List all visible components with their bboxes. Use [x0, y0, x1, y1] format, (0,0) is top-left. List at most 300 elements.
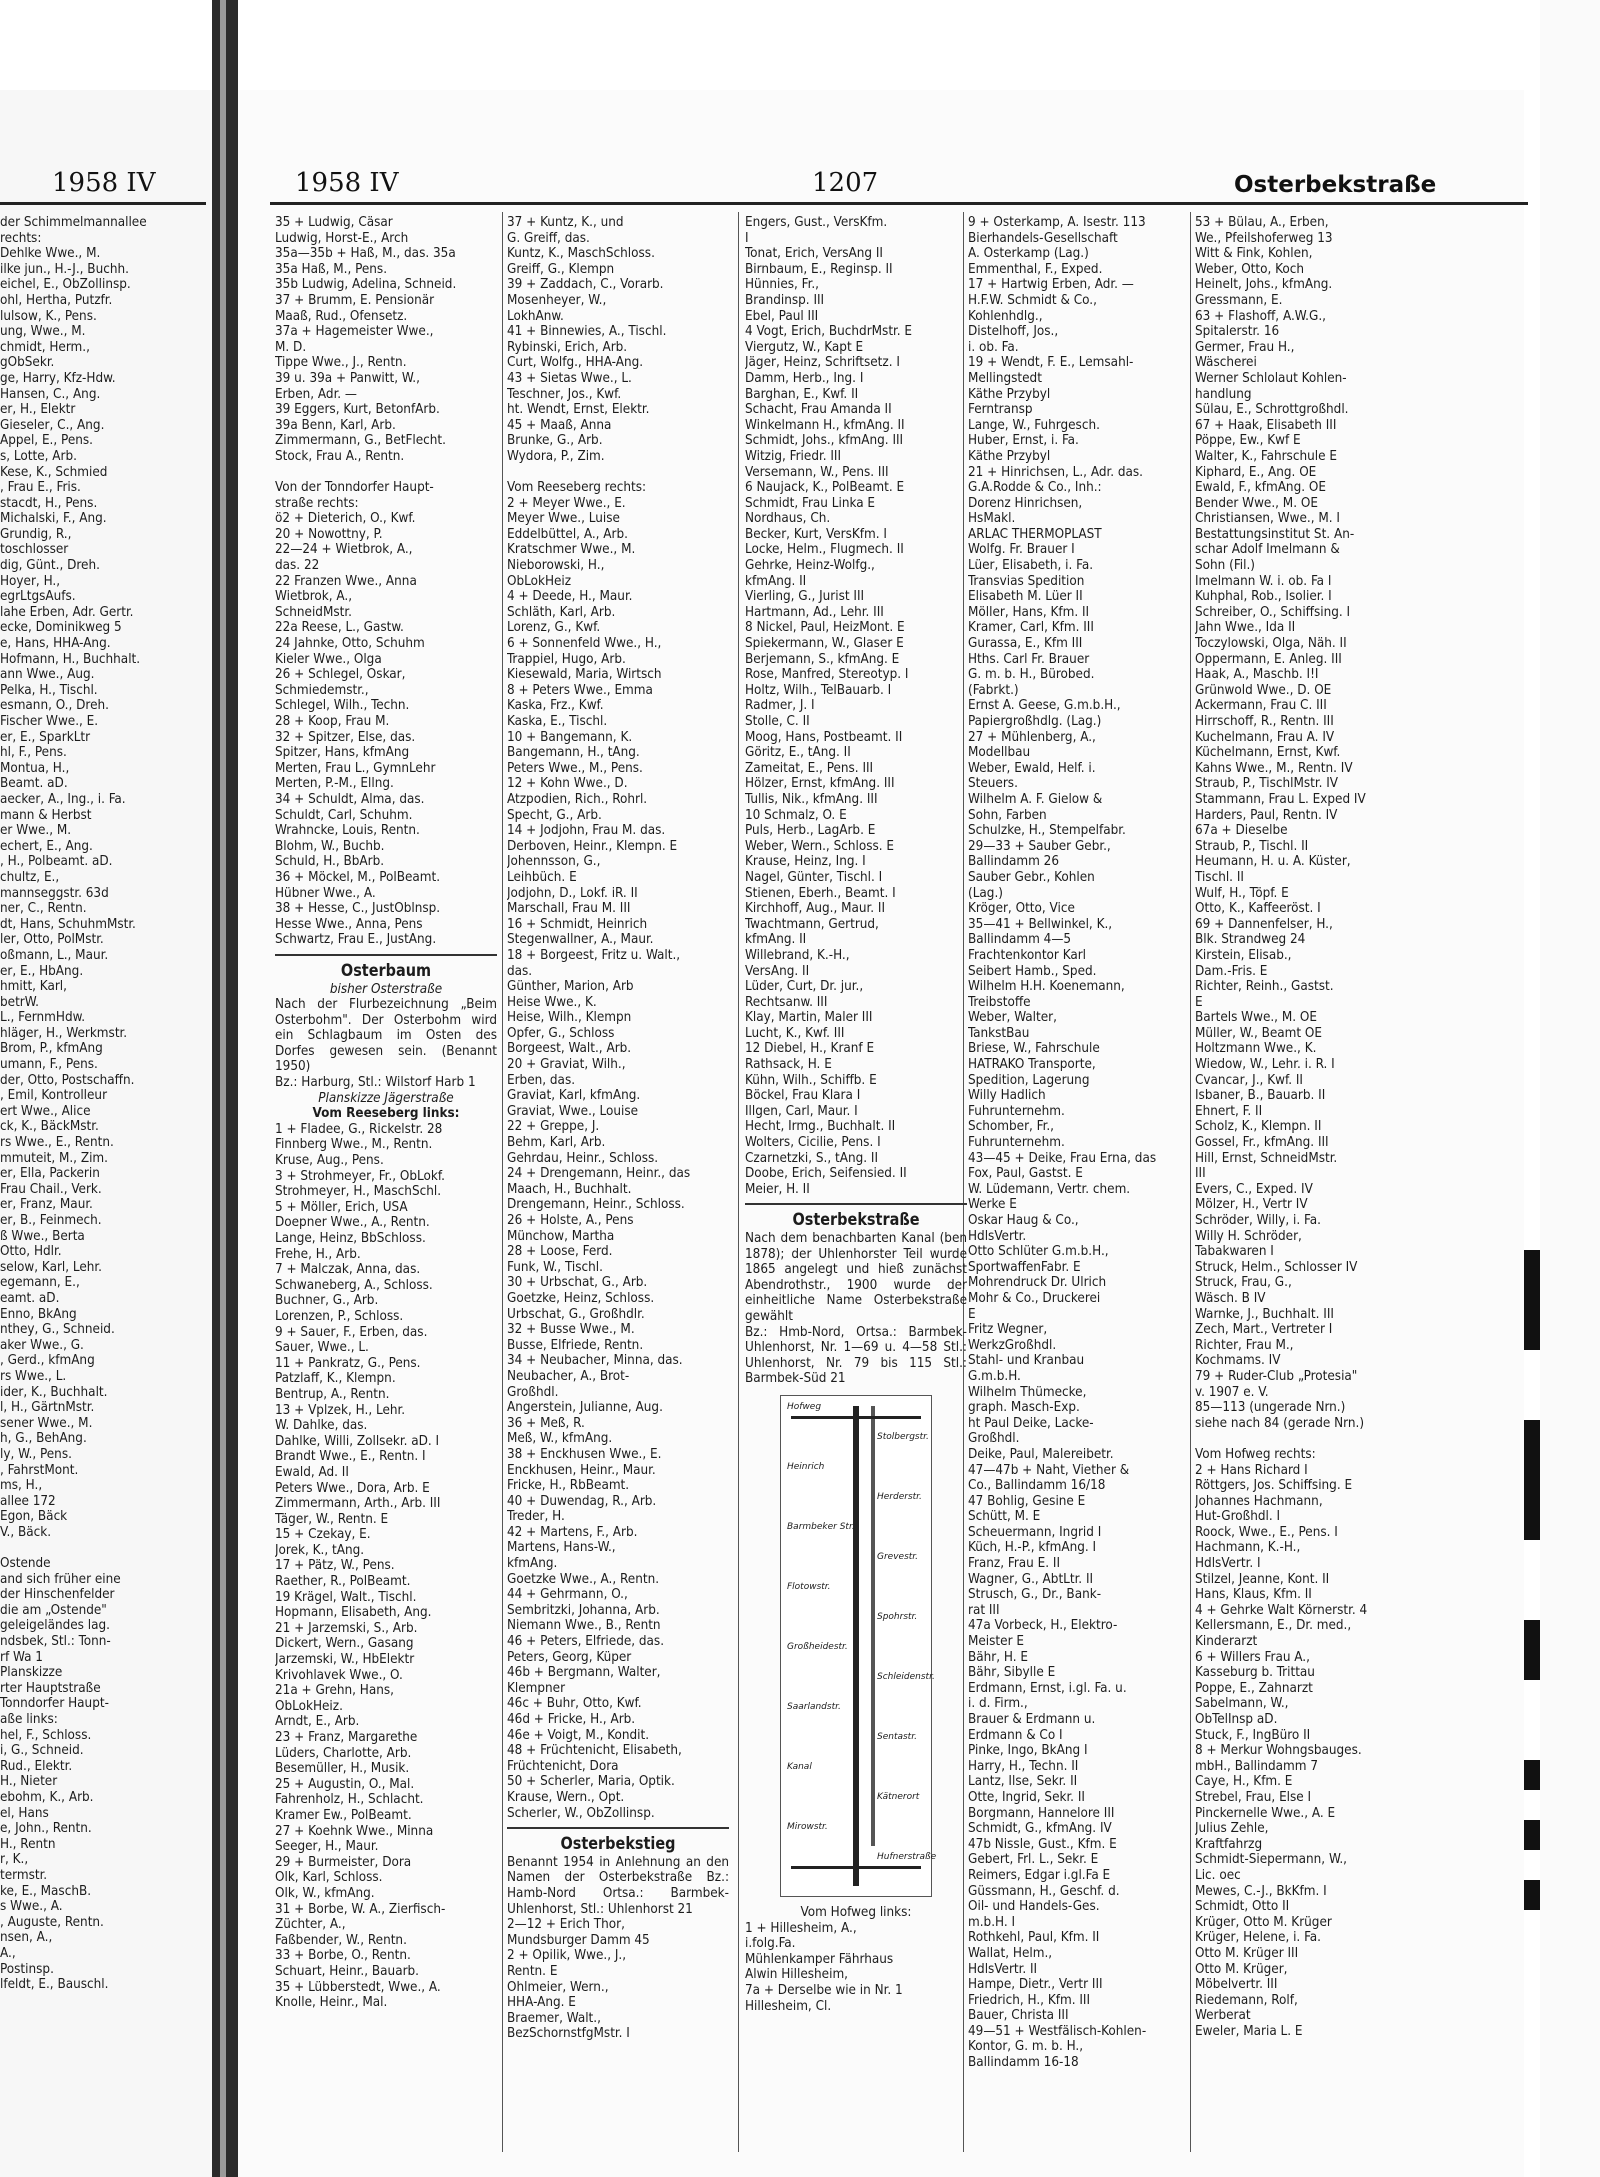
directory-entry: Kontor, G. m. b. H.,: [968, 2039, 1084, 2055]
directory-entry: mbH., Ballindamm 7: [1195, 1758, 1319, 1774]
street-sketch-map: [780, 1395, 937, 1897]
directory-entry: 19 Krägel, Walt., Tischl.: [275, 1589, 417, 1605]
directory-entry: E: [1195, 994, 1203, 1010]
directory-entry: 39 + Zaddach, C., Vorarb.: [507, 277, 664, 293]
directory-entry: , Frau E., Fris.: [0, 480, 81, 496]
directory-entry: Isbaner, B., Bauarb. II: [1195, 1088, 1326, 1104]
directory-entry: Spedition, Lagerung: [968, 1072, 1090, 1088]
directory-entry: 9 + Sauer, F., Erben, das.: [275, 1324, 428, 1340]
directory-entry: 4 + Deede, H., Maur.: [507, 589, 633, 605]
map-street-label: Herderstr.: [877, 1491, 922, 1502]
directory-entry: Otte, Ingrid, Sekr. II: [968, 1789, 1085, 1805]
directory-entry: Kinderarzt: [1195, 1634, 1258, 1650]
directory-entry: Ballindamm 4—5: [968, 932, 1072, 948]
directory-entry: ly, W., Pens.: [0, 1446, 72, 1462]
directory-entry: oßmann, L., Maur.: [0, 947, 109, 963]
section-rule: [745, 1203, 967, 1205]
directory-entry: Dorenz Hinrichsen,: [968, 495, 1083, 511]
directory-entry: Kiphard, E., Ang. OE: [1195, 464, 1317, 480]
directory-entry: Dahlke, Willi, Zollsekr. aD. I: [275, 1433, 440, 1449]
directory-entry: Johennsson, G.,: [507, 854, 601, 870]
gutter-highlight: [220, 0, 226, 2177]
directory-entry: 36 + Meß, R.: [507, 1415, 585, 1431]
directory-entry: M. D.: [275, 339, 307, 355]
directory-entry: Heumann, H. u. A. Küster,: [1195, 854, 1351, 870]
directory-entry: 26 + Schlegel, Oskar,: [275, 667, 406, 683]
directory-entry: Zimmermann, G., BetFlecht.: [275, 433, 446, 449]
directory-entry: Röttgers, Jos. Schiffsing. E: [1195, 1478, 1353, 1494]
directory-entry: dt, Hans, SchuhmMstr.: [0, 916, 136, 932]
directory-entry: Willebrand, K.-H.,: [745, 947, 850, 963]
directory-entry: Puls, Herb., LagArb. E: [745, 823, 876, 839]
directory-entry: Strebel, Frau, Else I: [1195, 1789, 1312, 1805]
directory-entry: Rybinski, Erich, Arb.: [507, 339, 628, 355]
directory-entry: e, Hans, HHA-Ang.: [0, 636, 111, 652]
directory-entry: SchneidMstr.: [275, 604, 352, 620]
map-street-label: Saarlandstr.: [787, 1701, 841, 1712]
directory-entry: 46e + Voigt, M., Kondit.: [507, 1727, 650, 1743]
directory-entry: L., FernmHdw.: [0, 1010, 86, 1026]
directory-entry: 48 + Früchtenicht, Elisabeth,: [507, 1743, 682, 1759]
directory-entry: Otto Schlüter G.m.b.H.,: [968, 1244, 1109, 1260]
directory-entry: Dickert, Wern., Gasang: [275, 1636, 414, 1652]
directory-entry: 45 + Maaß, Anna: [507, 417, 612, 433]
directory-entry: Lange, Heinz, BbSchloss.: [275, 1231, 426, 1246]
section-rule: [275, 954, 497, 956]
left-page-year: 1958 IV: [52, 168, 156, 198]
directory-entry: Werner Schlolaut Kohlen-: [1195, 370, 1347, 386]
directory-entry: 17 + Pätz, W., Pens.: [275, 1558, 395, 1574]
directory-entry: ler, Otto, PolMstr.: [0, 932, 104, 948]
directory-entry: Fricke, H., RbBeamt.: [507, 1478, 630, 1494]
directory-entry: Stuck, F., IngBüro II: [1195, 1727, 1311, 1743]
thumb-index-mark: [1524, 1880, 1540, 1910]
directory-entry: 11 + Pankratz, G., Pens.: [275, 1355, 421, 1371]
directory-entry: 39 Eggers, Kurt, BetonfArb.: [275, 402, 440, 418]
directory-entry: Schmidt, G., kfmAng. IV: [968, 1821, 1112, 1837]
directory-entry: 14 + Jodjohn, Frau M. das.: [507, 823, 666, 839]
directory-entry: Strusch, G., Dr., Bank-: [968, 1587, 1102, 1603]
directory-entry: Kohlenhdlg.,: [968, 308, 1043, 324]
directory-entry: 13 + Vplzek, H., Lehr.: [275, 1402, 406, 1418]
directory-entry: Hirrschoff, R., Rentn. III: [1195, 714, 1334, 729]
directory-entry: 42 + Martens, F., Arb.: [507, 1524, 638, 1540]
directory-entry: 26 + Holste, A., Pens: [507, 1213, 634, 1228]
directory-entry: , Emil, Kontrolleur: [0, 1088, 108, 1104]
directory-entry: Wrahncke, Louis, Rentn.: [275, 823, 420, 839]
section-direction: Vom Reeseberg links:: [312, 1106, 460, 1122]
directory-entry: Spitzer, Hans, kfmAng: [275, 745, 410, 761]
directory-entry: Curt, Wolfg., HHA-Ang.: [507, 355, 644, 371]
directory-entry: Richter, Reinh., Gastst.: [1195, 979, 1334, 995]
directory-entry: 50 + Scherler, Maria, Optik.: [507, 1774, 675, 1790]
directory-entry: ß Wwe., Berta: [0, 1228, 85, 1244]
directory-entry: Hans, Klaus, Kfm. II: [1195, 1587, 1312, 1603]
section-title: Osterbekstieg: [560, 1834, 676, 1855]
directory-entry: Münchow, Martha: [507, 1228, 615, 1244]
directory-entry: Grünwold Wwe., D. OE: [1195, 682, 1332, 698]
directory-entry: Transvias Spedition: [968, 573, 1085, 589]
directory-entry: Mellingstedt: [968, 370, 1042, 386]
directory-entry: Stolle, C. II: [745, 714, 810, 729]
directory-entry: Poppe, E., Zahnarzt: [1195, 1680, 1313, 1696]
directory-entry: Goetzke, Heinz, Schloss.: [507, 1290, 655, 1306]
directory-entry: er, Ella, Packerin: [0, 1166, 100, 1182]
directory-entry: Kochmams. IV: [1195, 1353, 1281, 1369]
directory-entry: Weber, Ewald, Helf. i.: [968, 760, 1096, 776]
directory-entry: Viergutz, W., Kapt E: [745, 339, 864, 355]
directory-entry: 32 + Spitzer, Else, das.: [275, 729, 416, 745]
directory-entry: der, Otto, Postschaffn.: [0, 1072, 135, 1088]
directory-entry: 2—12 + Erich Thor,: [507, 1917, 625, 1933]
directory-entry: 8 + Peters Wwe., Emma: [507, 682, 653, 698]
directory-entry: Enno, BkAng: [0, 1306, 77, 1322]
directory-entry: Sohn, Farben: [968, 807, 1047, 823]
directory-entry: 46c + Buhr, Otto, Kwf.: [507, 1696, 642, 1712]
directory-entry: 24 Jahnke, Otto, Schuhm: [275, 636, 425, 652]
directory-entry: [0, 1540, 208, 1556]
directory-column-2: [507, 215, 729, 2155]
directory-entry: Krause, Heinz, Ing. I: [745, 854, 866, 870]
directory-entry: 79 + Ruder-Club „Protesia": [1195, 1368, 1358, 1384]
directory-entry: Günther, Marion, Arb: [507, 979, 634, 995]
directory-entry: Steuers.: [968, 776, 1018, 792]
directory-entry: Heise, Wilh., Klempn: [507, 1010, 632, 1026]
directory-entry: Lic. oec: [1195, 1867, 1241, 1883]
directory-entry: Schomber, Fr.,: [968, 1119, 1055, 1135]
directory-entry: Opfer, G., Schloss: [507, 1025, 615, 1041]
directory-entry: Merten, Frau L., GymnLehr: [275, 760, 436, 776]
directory-entry: Pinke, Ingo, BkAng I: [968, 1743, 1088, 1759]
directory-entry: Lüders, Charlotte, Arb.: [275, 1745, 412, 1761]
directory-entry: Rud., Elektr.: [0, 1758, 73, 1774]
directory-entry: Frau Chail., Verk.: [0, 1181, 102, 1197]
directory-entry: Hünnies, Fr.,: [745, 277, 819, 293]
directory-entry: ke, E., MaschB.: [0, 1883, 92, 1899]
directory-entry: Seibert Hamb., Sped.: [968, 963, 1097, 979]
directory-entry: Wallat, Helm.,: [968, 1945, 1053, 1961]
directory-entry: egemann, E.,: [0, 1275, 80, 1291]
directory-entry: ilke jun., H.-J., Buchh.: [0, 261, 129, 277]
directory-entry: Finnberg Wwe., M., Rentn.: [275, 1137, 433, 1153]
directory-entry: Caye, H., Kfm. E: [1195, 1774, 1293, 1790]
directory-entry: Jahn Wwe., Ida II: [1195, 620, 1296, 636]
directory-entry: nthey, G., Schneid.: [0, 1322, 115, 1338]
directory-entry: 27 + Mühlenberg, A.,: [968, 729, 1096, 745]
directory-column-4: [968, 215, 1188, 2155]
directory-entry: Grundig, R.,: [0, 526, 72, 542]
directory-entry: W. Dahlke, das.: [275, 1418, 368, 1434]
directory-entry: Stegenwallner, A., Maur.: [507, 932, 654, 948]
directory-entry: Wolters, Cicilie, Pens. I: [745, 1135, 881, 1151]
directory-entry: H.F.W. Schmidt & Co.,: [968, 292, 1097, 308]
directory-entry: Güssmann, H., Geschf. d.: [968, 1883, 1120, 1899]
directory-entry: Peters, Georg, Küper: [507, 1649, 632, 1665]
directory-entry: Hillesheim, Cl.: [745, 1998, 832, 2014]
directory-entry: Ebel, Paul III: [745, 308, 819, 324]
map-street-label: Hufnerstraße: [877, 1851, 937, 1862]
directory-entry: Schuart, Heinr., Bauarb.: [275, 1963, 419, 1979]
directory-column-1: [275, 215, 497, 2155]
directory-entry: Kuhphal, Rob., Isolier. I: [1195, 589, 1332, 605]
column-divider: [738, 212, 739, 2152]
directory-entry: 28 + Loose, Ferd.: [507, 1244, 613, 1260]
directory-entry: Papiergroßhdlg. (Lag.): [968, 714, 1102, 729]
directory-entry: Borgeest, Walt., Arb.: [507, 1041, 632, 1057]
directory-entry: Scholz, K., Klempn. II: [1195, 1119, 1322, 1135]
directory-entry: Jarzemski, W., HbElektr: [275, 1652, 415, 1668]
directory-entry: Germer, Frau H.,: [1195, 339, 1295, 355]
directory-entry: , H., Polbeamt. aD.: [0, 854, 113, 870]
directory-entry: Oppermann, E. Anleg. III: [1195, 651, 1342, 667]
directory-entry: 7 + Malczak, Anna, das.: [275, 1262, 421, 1278]
directory-entry: Rathsack, H. E: [745, 1057, 832, 1073]
left-header-rule: [0, 202, 206, 205]
directory-entry: 6 Naujack, K., PolBeamt. E: [745, 480, 905, 496]
directory-entry: r, K.,: [0, 1852, 29, 1868]
directory-entry: rechts:: [0, 230, 42, 246]
directory-entry: Oil- und Handels-Ges.: [968, 1899, 1100, 1915]
directory-entry: Brunke, G., Arb.: [507, 433, 603, 449]
directory-entry: Bangemann, H., tAng.: [507, 745, 640, 761]
directory-entry: 69 + Dannenfelser, H.,: [1195, 916, 1333, 932]
directory-entry: s Wwe., A.: [0, 1899, 63, 1915]
directory-entry: Schuld, H., BbArb.: [275, 854, 385, 870]
map-road: [791, 1416, 921, 1419]
directory-entry: 16 + Schmidt, Heinrich: [507, 916, 648, 932]
directory-entry: Lange, W., Fuhrgesch.: [968, 417, 1100, 433]
directory-entry: Behm, Karl, Arb.: [507, 1135, 606, 1151]
map-street-label: Grevestr.: [877, 1551, 919, 1562]
directory-entry: Ackermann, Frau C. III: [1195, 698, 1327, 714]
directory-entry: Appel, E., Pens.: [0, 433, 93, 449]
directory-entry: Toczylowski, Olga, Näh. II: [1195, 636, 1347, 652]
directory-entry: 35a Haß, M., Pens.: [275, 261, 388, 277]
directory-entry: Jäger, Heinz, Schriftsetz. I: [745, 355, 900, 371]
directory-entry: Nagel, Günter, Tischl. I: [745, 869, 883, 885]
directory-entry: Blohm, W., Buchb.: [275, 838, 385, 854]
directory-entry: ndsbek, Stl.: Tonn-: [0, 1634, 111, 1650]
directory-entry: Tullis, Nik., kfmAng. III: [745, 791, 878, 807]
directory-entry: Trappiel, Hugo, Arb.: [507, 651, 626, 667]
directory-entry: 39a Benn, Karl, Arb.: [275, 417, 396, 433]
directory-entry: Berjemann, S., kfmAng. E: [745, 651, 900, 667]
map-street-label: Spohrstr.: [877, 1611, 918, 1622]
directory-entry: Kieler Wwe., Olga: [275, 651, 382, 667]
directory-entry: Peters Wwe., Dora, Arb. E: [275, 1480, 430, 1496]
directory-entry: 43—45 + Deike, Frau Erna, das: [968, 1150, 1157, 1166]
directory-entry: Marschall, Frau M. III: [507, 901, 631, 917]
directory-entry: ert Wwe., Alice: [0, 1103, 91, 1119]
directory-entry: Erdmann & Co I: [968, 1727, 1063, 1743]
directory-entry: G.A.Rodde & Co., Inh.:: [968, 480, 1102, 496]
directory-entry: er, B., Feinmech.: [0, 1213, 102, 1228]
directory-entry: ck, K., BäckMstr.: [0, 1119, 99, 1135]
directory-entry: esmann, O., Dreh.: [0, 698, 109, 714]
directory-entry: Werke E: [968, 1197, 1017, 1213]
directory-entry: Schwaneberg, A., Schloss.: [275, 1277, 433, 1293]
directory-entry: Heinelt, Johs., kfmAng.: [1195, 277, 1333, 293]
directory-entry: Göritz, E., tAng. II: [745, 745, 851, 761]
directory-entry: Distelhoff, Jos.,: [968, 324, 1059, 340]
directory-entry: 85—113 (ungerade Nrn.): [1195, 1400, 1346, 1416]
directory-entry: III: [1195, 1166, 1206, 1182]
directory-entry: Merten, P.-M., Ellng.: [275, 776, 394, 792]
directory-entry: Wäsch. B IV: [1195, 1290, 1266, 1306]
directory-entry: ht. Wendt, Ernst, Elektr.: [507, 402, 650, 418]
directory-entry: el, Hans: [0, 1805, 49, 1821]
directory-entry: Bender Wwe., M. OE: [1195, 495, 1318, 511]
directory-entry: Hübner Wwe., A.: [275, 885, 376, 901]
directory-entry: Stammann, Frau L. Exped IV: [1195, 791, 1366, 807]
directory-entry: i, G., Schneid.: [0, 1743, 84, 1759]
directory-entry: ider, K., Buchhalt.: [0, 1384, 108, 1400]
directory-entry: er, E., HbAng.: [0, 963, 84, 979]
directory-entry: Fox, Paul, Gastst. E: [968, 1166, 1083, 1182]
directory-entry: Hecht, Irmg., Buchhalt. II: [745, 1119, 896, 1135]
map-road: [791, 1866, 921, 1869]
directory-entry: sener Wwe., M.: [0, 1415, 93, 1431]
directory-entry: Kiesewald, Maria, Wirtsch: [507, 667, 662, 683]
directory-entry: 37a + Hagemeister Wwe.,: [275, 324, 434, 340]
directory-entry: G. Greiff, das.: [507, 230, 590, 246]
directory-entry: Mosenheyer, W.,: [507, 292, 607, 308]
directory-entry: nsen, A.,: [0, 1930, 53, 1946]
directory-entry: G.m.b.H.: [968, 1368, 1021, 1384]
directory-entry: kfmAng. II: [745, 932, 807, 948]
directory-entry: kfmAng. II: [745, 573, 807, 589]
directory-entry: i.folg.Fa.: [745, 1936, 796, 1952]
directory-entry: Egon, Bäck: [0, 1509, 68, 1525]
thumb-index-mark: [1524, 1820, 1540, 1850]
directory-entry: Brandinsp. III: [745, 292, 825, 308]
directory-entry: Schlegel, Wilh., Techn.: [275, 698, 410, 714]
directory-entry: die am „Ostende": [0, 1602, 107, 1618]
directory-entry: Kraftfahrzg: [1195, 1836, 1263, 1852]
directory-entry: Treder, H.: [507, 1509, 565, 1525]
directory-entry: 32 + Busse Wwe., M.: [507, 1322, 635, 1338]
directory-entry: Nieborowski, H.,: [507, 558, 605, 574]
directory-entry: Niemann Wwe., B., Rentn: [507, 1618, 661, 1634]
directory-entry: Scherler, W., ObZollinsp.: [507, 1805, 655, 1821]
directory-entry: Böckel, Frau Klara I: [745, 1088, 861, 1104]
directory-entry: er Wwe., M.: [0, 823, 72, 839]
directory-entry: rter Hauptstraße: [0, 1680, 101, 1696]
directory-entry: Riedemann, Rolf,: [1195, 1992, 1298, 2008]
directory-entry: Erdmann, Ernst, i.gl. Fa. u.: [968, 1680, 1127, 1696]
directory-entry: 35—41 + Bellwinkel, K.,: [968, 916, 1113, 932]
directory-entry: Stahl- und Kranbau: [968, 1353, 1085, 1369]
directory-entry: allee 172: [0, 1493, 56, 1509]
directory-entry: Spiekermann, W., Glaser E: [745, 636, 904, 652]
directory-entry: eichel, E., ObZollinsp.: [0, 277, 131, 293]
directory-entry: der Schimmelmannallee: [0, 215, 147, 230]
directory-entry: Schmidt, Frau Linka E: [745, 495, 876, 511]
directory-entry: 36 + Möckel, M., PolBeamt.: [275, 869, 441, 885]
directory-entry: Käthe Przybyl: [968, 386, 1051, 402]
directory-entry: 43 + Sietas Wwe., L.: [507, 370, 632, 386]
directory-entry: Mohrendruck Dr. Ulrich: [968, 1275, 1107, 1291]
section-description: Nach dem benachbarten Kanal (ben 1878); der Uhlenhorster Teil wurde 1865 angelegt und hieß zunächst Abendrothstr., 1900 wurde der einheitliche Name Osterbekstraße gewählt: [745, 1231, 967, 1324]
directory-entry: Mühlenkamper Fährhaus: [745, 1951, 894, 1967]
directory-entry: HdlsVertr. I: [1195, 1556, 1261, 1572]
directory-entry: Beamt. aD.: [0, 776, 68, 792]
directory-entry: G. m. b. H., Bürobed.: [968, 667, 1095, 683]
directory-entry: Martens, Hans-W.,: [507, 1540, 616, 1556]
directory-entry: , Auguste, Rentn.: [0, 1914, 104, 1930]
directory-entry: Straub, P., TischlMstr. IV: [1195, 776, 1339, 792]
directory-entry: 8 + Merkur Wohngsbauges.: [1195, 1743, 1362, 1759]
directory-entry: Arndt, E., Arb.: [275, 1714, 360, 1730]
directory-entry: kfmAng.: [507, 1556, 558, 1572]
directory-entry: Witzig, Friedr. III: [745, 448, 841, 464]
directory-entry: 2 + Opilik, Wwe., J.,: [507, 1948, 627, 1964]
directory-entry: Rothkehl, Paul, Kfm. II: [968, 1930, 1100, 1946]
directory-entry: Struck, Helm., Schlosser IV: [1195, 1259, 1358, 1275]
directory-entry: Kahns Wwe., M., Rentn. IV: [1195, 760, 1353, 776]
directory-entry: Becker, Kurt, VersKfm. I: [745, 526, 887, 542]
directory-entry: lulsow, K., Pens.: [0, 308, 97, 324]
directory-entry: v. 1907 e. V.: [1195, 1384, 1269, 1400]
directory-entry: Otto, Hdlr.: [0, 1244, 62, 1260]
directory-entry: 47—47b + Naht, Viether &: [968, 1462, 1130, 1478]
map-street-label: Großheidestr.: [787, 1641, 848, 1652]
directory-entry: eamt. aD.: [0, 1290, 60, 1306]
directory-entry: mmuteit, M., Zim.: [0, 1150, 108, 1166]
directory-entry: Vom Reeseberg rechts:: [507, 480, 647, 496]
directory-entry: dig, Günt., Dreh.: [0, 558, 100, 574]
directory-entry: Otto M. Krüger,: [1195, 1961, 1288, 1977]
directory-entry: Maaß, Rud., Ofensetz.: [275, 308, 408, 324]
directory-entry: umann, F., Pens.: [0, 1057, 98, 1073]
directory-entry: Oskar Haug & Co.,: [968, 1213, 1079, 1228]
directory-entry: Gossel, Fr., kfmAng. III: [1195, 1135, 1329, 1151]
directory-entry: Teschner, Jos., Kwf.: [507, 386, 622, 402]
section-sketch-note: Planskizze Jägerstraße: [318, 1090, 454, 1106]
directory-entry: Deike, Paul, Malereibetr.: [968, 1446, 1114, 1462]
directory-entry: Tonat, Erich, VersAng II: [745, 246, 883, 262]
map-street-label: Hofweg: [787, 1401, 822, 1412]
directory-entry: 4 + Gehrke Walt Körnerstr. 4: [1195, 1602, 1368, 1618]
section-description: Nach der Flurbezeichnung „Beim Osterbohm". Der Osterbohm wird ein Schlagbaum im Osten des Dorfes gewesen sein. (Benannt 1950): [275, 997, 497, 1075]
left-page-column: [0, 215, 208, 2175]
directory-entry: Lüder, Curt, Dr. jur.,: [745, 979, 864, 995]
directory-entry: Hofmann, H., Buchhalt.: [0, 651, 141, 667]
directory-entry: Graviat, Karl, kfmAng.: [507, 1088, 641, 1104]
directory-entry: 12 Diebel, H., Kranf E: [745, 1041, 875, 1057]
directory-entry: HdlsVertr.: [968, 1228, 1027, 1244]
directory-entry: Rechtsanw. III: [745, 994, 828, 1010]
directory-entry: Busse, Elfriede, Rentn.: [507, 1337, 644, 1353]
directory-entry: Möller, Hans, Kfm. II: [968, 604, 1090, 620]
directory-entry: Käthe Przybyl: [968, 448, 1051, 464]
directory-entry: Bähr, Sibylle E: [968, 1665, 1056, 1681]
directory-entry: Brauer & Erdmann u.: [968, 1712, 1096, 1727]
directory-entry: Mewes, C.-J., BkKfm. I: [1195, 1883, 1327, 1899]
directory-entry: 39 u. 39a + Panwitt, W.,: [275, 370, 420, 386]
directory-entry: Gieseler, C., Ang.: [0, 417, 105, 433]
directory-entry: 1 + Hillesheim, A.,: [745, 1920, 857, 1936]
directory-entry: Kellersmann, E., Dr. med.,: [1195, 1618, 1352, 1634]
directory-entry: i. d. Firm.,: [968, 1696, 1028, 1712]
directory-entry: 27 + Koehnk Wwe., Minna: [275, 1823, 434, 1839]
directory-entry: Weber, Walter,: [968, 1010, 1057, 1026]
directory-entry: Scheuermann, Ingrid I: [968, 1524, 1102, 1540]
directory-entry: Ferntransp: [968, 402, 1033, 418]
map-street-label: Flotowstr.: [787, 1581, 831, 1592]
directory-entry: Mundsburger Damm 45: [507, 1932, 650, 1948]
directory-entry: Treibstoffe: [968, 994, 1031, 1010]
